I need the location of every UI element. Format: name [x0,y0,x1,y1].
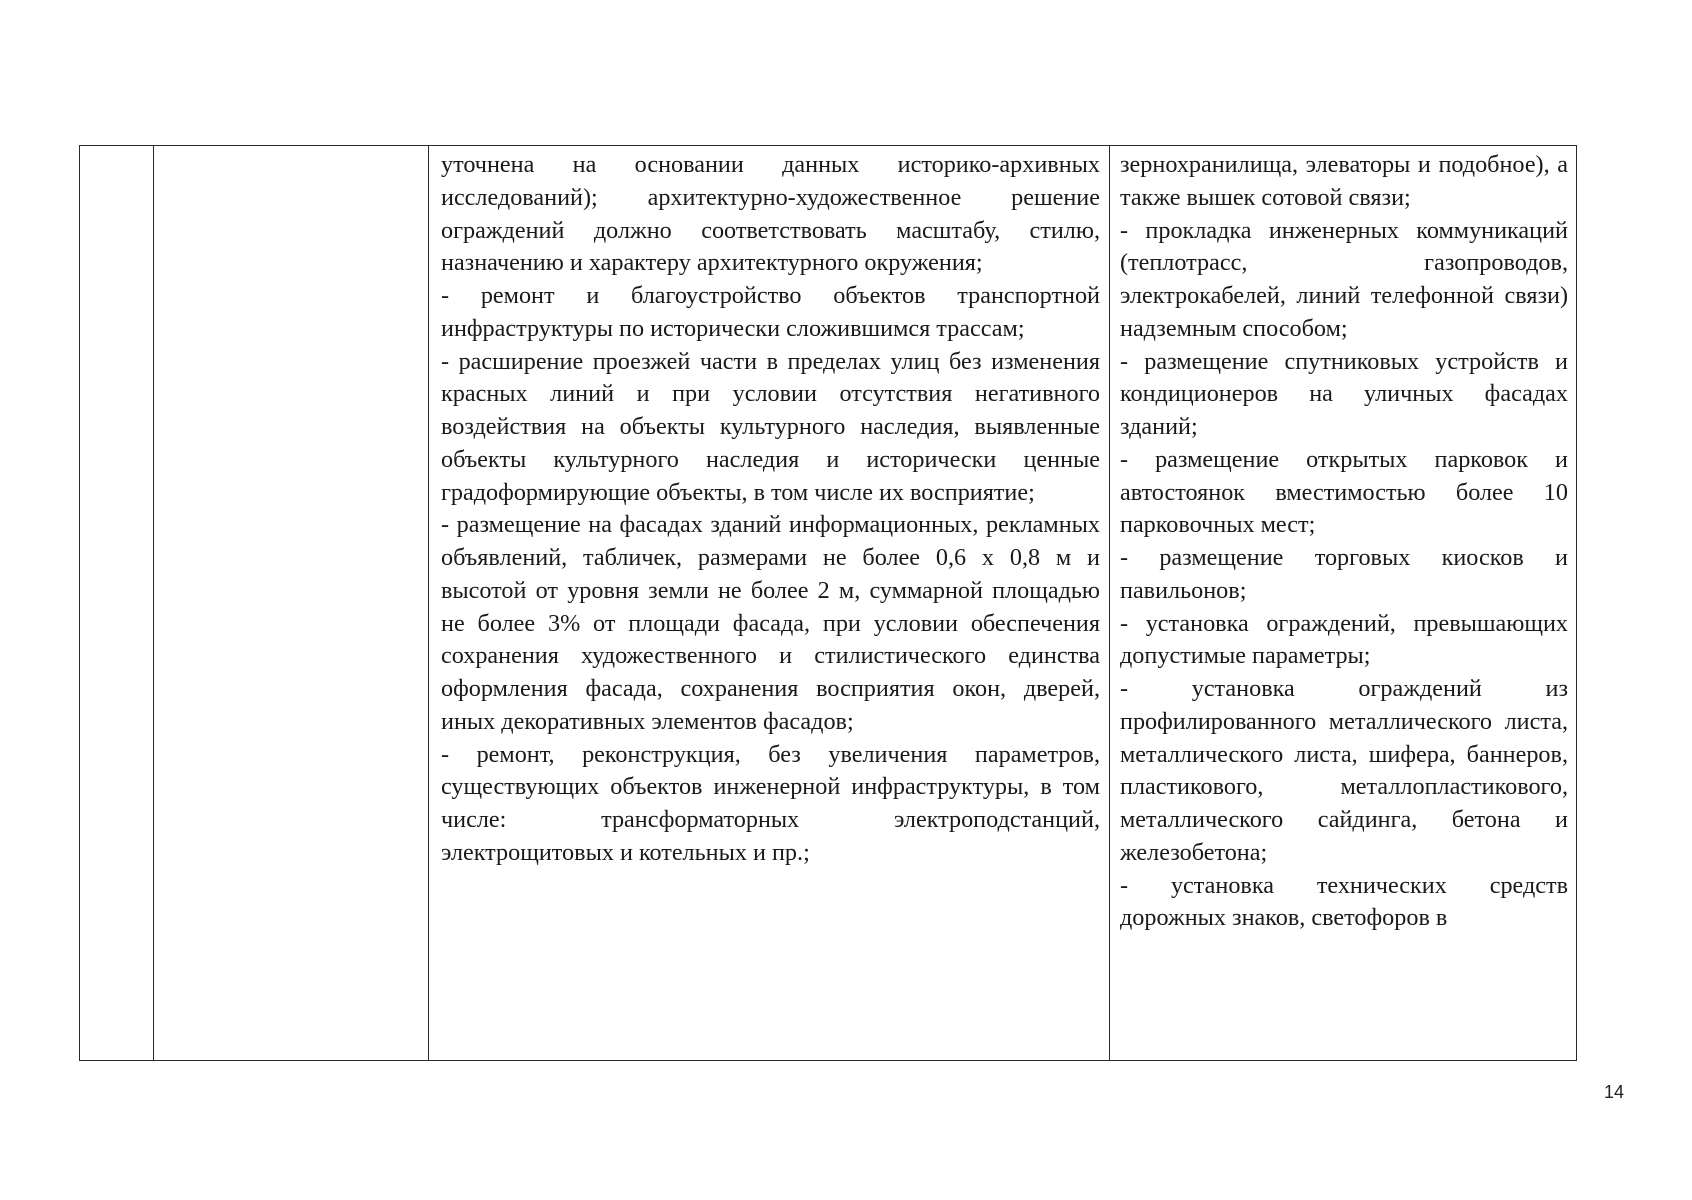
paragraph: - размещение спутниковых устройств и кондиционеров на уличных фасадах зданий; [1120,347,1568,440]
table-cell-zone [154,146,429,1061]
table-cell-number [80,146,154,1061]
paragraph: уточнена на основании данных историко-архивных исследований); архитектурно-художественное решение ограждений должно соответствовать масштабу, стилю, назначению и характеру архитектурного окружения; [441,151,1100,277]
page-number: 14 [1604,1082,1625,1102]
paragraph: - размещение торговых киосков и павильонов; [1120,544,1568,604]
paragraph: - ремонт и благоустройство объектов транспортной инфраструктуры по исторически сложившимся трассам; [441,282,1100,342]
paragraph: - установка ограждений из профилированного металлического листа, металлического листа, шифера, баннеров, пластикового, металлопластикового, металлического сайдинга, бетона и железобетона; [1120,675,1568,866]
regulation-table [79,145,1577,1061]
table-cell-permitted [429,146,1110,1061]
paragraph: - размещение открытых парковок и автостоянок вместимостью более 10 парковочных мест; [1120,445,1568,539]
paragraph: зернохранилища, элеваторы и подобное), а также вышек сотовой связи; [1120,151,1568,211]
table-row [80,146,1577,1061]
paragraph: - расширение проезжей части в пределах улиц без изменения красных линий и при условии отсутствия негативного воздействия на объекты культурного наследия, выявленные объекты культурного наследия и исторически ценные градоформирующие объекты, в том числе их восприятие; [441,347,1100,506]
paragraph: - размещение на фасадах зданий информационных, рекламных объявлений, табличек, размерами не более 0,6 х 0,8 м и высотой от уровня земли не более 2 м, суммарной площадью не более 3% от площади фасада, при условии обеспечения сохранения художественного и стилистического единства оформления фасада, сохранения восприятия окон, дверей, иных декоративных элементов фасадов; [441,511,1100,735]
permitted-text [429,146,1109,870]
paragraph: - установка ограждений, превышающих допустимые параметры; [1120,609,1568,670]
paragraph: - установка технических средств дорожных знаков, светофоров в [1120,871,1568,932]
prohibited-text [1110,146,1576,935]
paragraph: - прокладка инженерных коммуникаций (теплотрасс, газопроводов, электрокабелей, линий телефонной связи) надземным способом; [1120,216,1568,342]
paragraph: - ремонт, реконструкция, без увеличения параметров, существующих объектов инженерной инфраструктуры, в том числе: трансформаторных электроподстанций, электрощитовых и котельных и пр.; [441,740,1100,866]
table-cell-prohibited [1110,146,1577,1061]
